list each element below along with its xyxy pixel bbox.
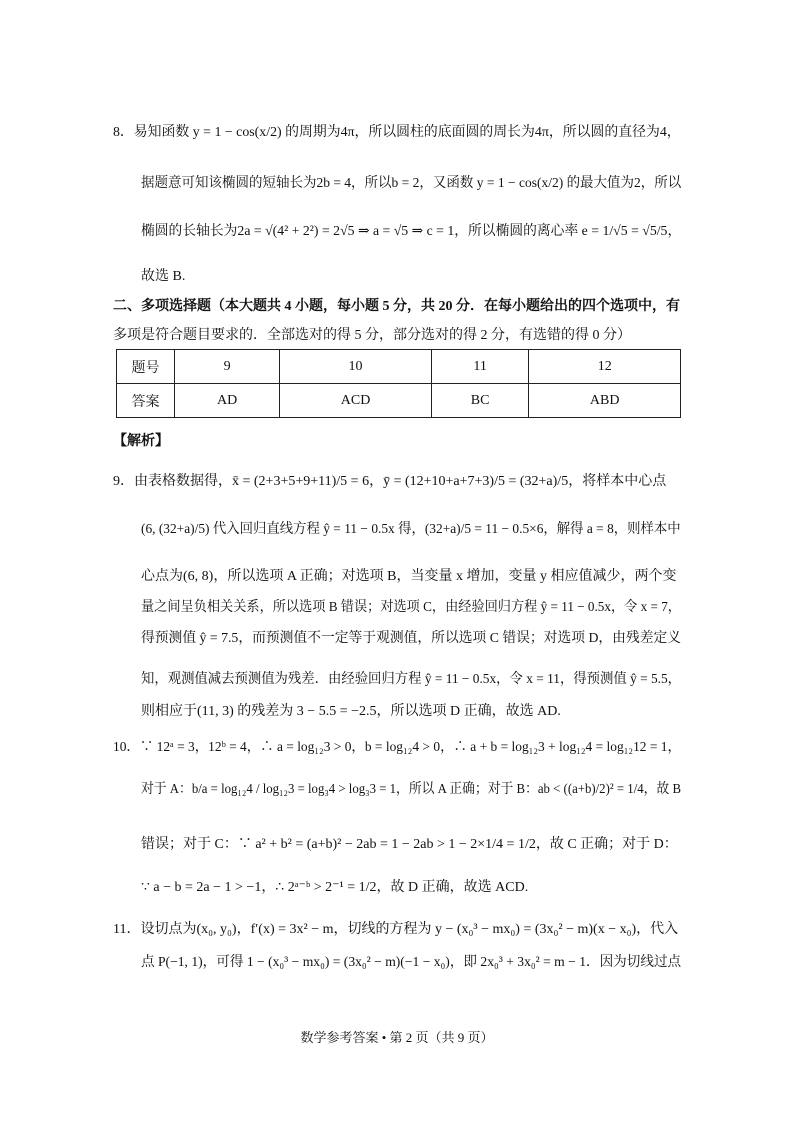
page-footer: 数学参考答案 • 第 2 页（共 9 页） <box>300 1030 494 1045</box>
table-cell: ACD <box>280 384 432 418</box>
table-cell: 9 <box>175 350 280 384</box>
table-cell: 10 <box>280 350 432 384</box>
table-cell: ABD <box>529 384 681 418</box>
table-cell: 12 <box>529 350 681 384</box>
table-cell: AD <box>175 384 280 418</box>
table-row <box>117 350 681 384</box>
table-cell: BC <box>431 384 529 418</box>
table-header-cell: 题号 <box>117 350 175 384</box>
table-cell: 11 <box>431 350 529 384</box>
document-page: 8．易知函数 y = 1 − cos(x/2) 的周期为4π，所以圆柱的底面圆的周长为4π，所以圆的直径为4， 据题意可知该椭圆的短轴长为2b = 4，所以b = 2，又函数 y = 1 − cos(x/2) 的最大值为2，所以 椭圆的长轴长为2a = √(4² + 2²) = 2√5 ⇒ a = √5 ⇒ c = 1，所以椭圆的离心率 e = 1/√5 = √5/5， 故选 B. 二、多项选择题（本大题共 4 小题，每小题 5 分，共 20 分．在每小题给出的四个选项中，有 多项是符合题目要求的．全部选对的得 5 分，部分选对的得 2 分，有选错的得 0 分） 题号 9 10 11 12 答案 AD ACD BC ABD 【解析】 9．由表格数据得，x̄ = (2+3+5+9+11)/5 = 6，ȳ = (12+10+a+7+3)/5 = (32+a)/5，将样本中心点 (6, (32+a)/5) 代入回归直线方程 ŷ = 11 − 0.5x 得，(32+a)/5 = 11 − 0.5×6，解得 a = 8，则样本中 心点为(6, 8)，所以选项 A 正确；对选项 B，当变量 x 增加，变量 y 相应值减少，两个变 量之间呈负相关关系，所以选项 B 错误；对选项 C，由经验回归方程 ŷ = 11 − 0.5x，令 x = 7， 得预测值 ŷ = 7.5，而预测值不一定等于观测值，所以选项 C 错误；对选项 D，由残差定义 知，观测值减去预测值为残差．由经验回归方程 ŷ = 11 − 0.5x，令 x = 11，得预测值 ŷ = 5.5， 则相应于(11, 3) 的残差为 3 − 5.5 = −2.5，所以选项 D 正确，故选 AD. 10．∵ 12ᵃ = 3，12ᵇ = 4，∴ a = log₁₂3 > 0，b = log₁₂4 > 0，∴ a + b = log₁₂3 + log₁₂4 = log₁₂12 = 1， 对于 A：b/a = log₁₂4 / log₁₂3 = log₃4 > log₃3 = 1，所以 A 正确；对于 B：ab < ((a+b)/2)² = 1/4，故 B 错误；对于 C：∵ a² + b² = (a+b)² − 2ab = 1 − 2ab > 1 − 2×1/4 = 1/2，故 C 正确；对于 D： ∵ a − b = 2a − 1 > −1，∴ 2ᵃ⁻ᵇ > 2⁻¹ = 1/2，故 D 正确，故选 ACD. 11．设切点为(x₀, y₀)，f′(x) = 3x² − m，切线的方程为 y − (x₀³ − mx₀) = (3x₀² − m)(x − x₀)，代入 点 P(−1, 1)，可得 1 − (x₀³ − mx₀) = (3x₀² − m)(−1 − x₀)，即 2x₀³ + 3x₀² = m − 1．因为切线过点 数学参考答案 • 第 2 页（共 9 页） <box>0 0 794 1122</box>
table-row <box>117 384 681 418</box>
answer-table <box>116 349 681 418</box>
table-header-cell: 答案 <box>117 384 175 418</box>
